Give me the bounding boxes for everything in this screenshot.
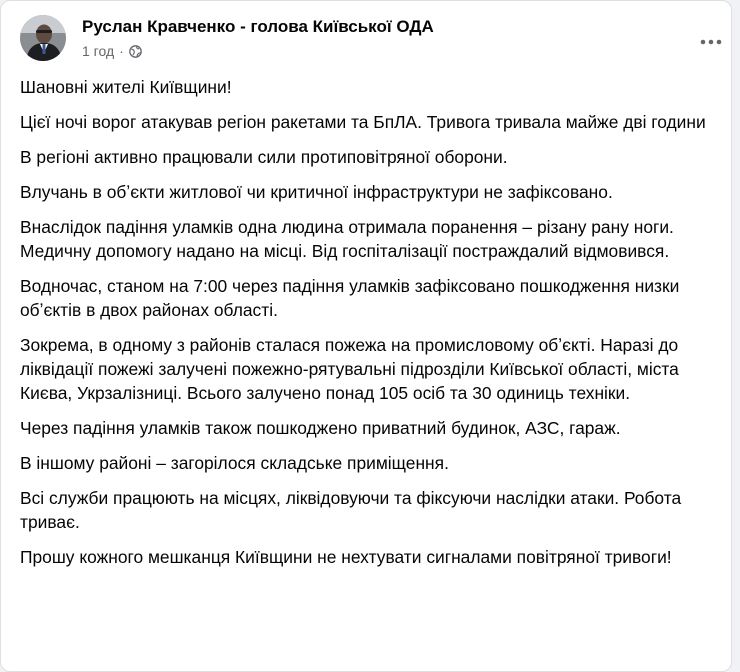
- post-paragraph: Цієї ночі ворог атакував регіон ракетами та БпЛА. Тривога тривала майже дві години: [20, 112, 706, 132]
- post-paragraph: Через падіння уламків також пошкоджено приватний будинок, АЗС, гараж.: [20, 418, 621, 438]
- post-paragraph: Всі служби працюють на місцях, ліквідовуючи та фіксуючи наслідки атаки. Робота триває.: [20, 488, 682, 532]
- post-paragraph: Водночас, станом на 7:00 через падіння уламків зафіксовано пошкодження низки обʼєктів в двох районах області.: [20, 276, 680, 320]
- author-avatar[interactable]: [20, 15, 66, 61]
- post-meta: [82, 43, 142, 59]
- more-options-icon[interactable]: [696, 27, 726, 57]
- post-paragraph: Влучань в обʼєкти житлової чи критичної інфраструктури не зафіксовано.: [20, 182, 613, 202]
- post-timestamp[interactable]: 1 год: [82, 43, 115, 59]
- post-paragraph: В регіоні активно працювали сили протиповітряної оборони.: [20, 147, 508, 167]
- post-paragraph: Прошу кожного мешканця Київщини не нехтувати сигналами повітряної тривоги!: [20, 547, 672, 567]
- avatar-image: [20, 15, 66, 61]
- post-paragraph: Шановні жителі Київщини!: [20, 77, 232, 97]
- post-header: [20, 15, 720, 63]
- meta-separator: ·: [119, 43, 124, 59]
- author-name[interactable]: Руслан Кравченко - голова Київської ОДА: [82, 17, 434, 36]
- post-text: [20, 75, 720, 580]
- post-paragraph: Внаслідок падіння уламків одна людина отримала поранення – різану рану ноги. Медичну допомогу надано на місці. Від госпіталізації постраждалий відмовився.: [20, 217, 674, 261]
- post-paragraph: В іншому районі – загорілося складське приміщення.: [20, 453, 449, 473]
- post-paragraph: Зокрема, в одному з районів сталася пожежа на промисловому обʼєкті. Наразі до ліквідації пожежі залучені пожежно-рятувальні підрозділи Київської області, міста Києва, Укрзалізниці. Всього залучено понад 105 осіб та 30 одиниць техніки.: [20, 335, 679, 403]
- globe-icon[interactable]: [129, 45, 142, 58]
